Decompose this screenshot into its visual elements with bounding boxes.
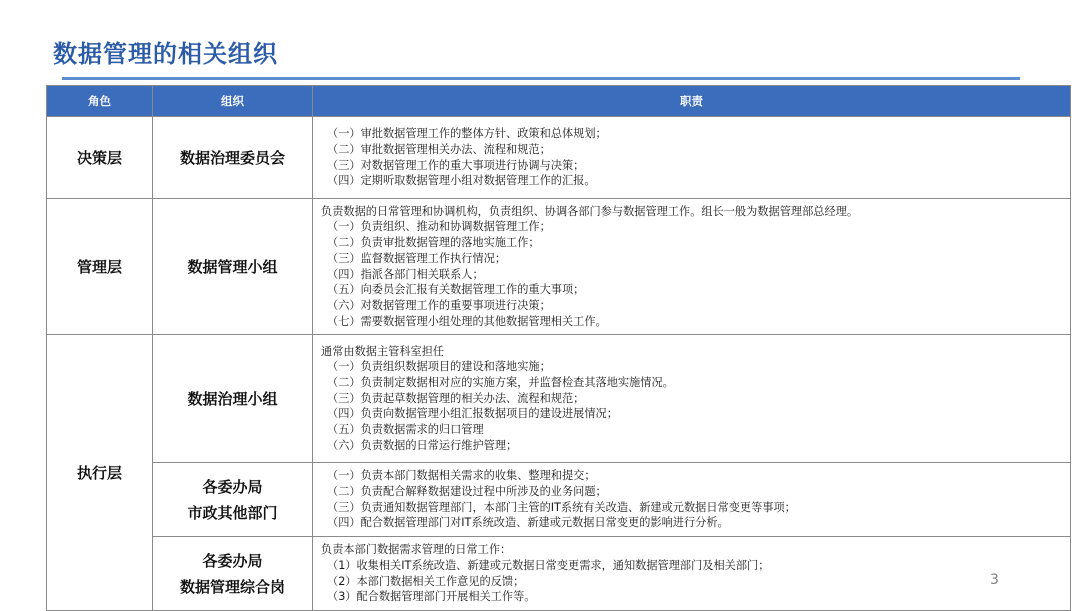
duty-cell-comprehensive-post [313,537,1071,611]
duty-intro: 负责本部门数据需求管理的日常工作： [321,543,512,557]
duty-item: （一）审批数据管理工作的整体方针、政策和总体规划； [327,127,607,141]
duty-cell-decision [313,117,1071,199]
organization-duty-table [46,85,1071,611]
duty-cell-municipal-departments [313,463,1071,537]
duty-item: （六）对数据管理工作的重要事项进行决策； [327,298,551,312]
table-row [47,463,1071,537]
duty-cell-governance-group [313,335,1071,463]
duty-item: （六）负责数据的日常运行维护管理； [327,438,518,452]
duty-item: （二）负责配合解释数据建设过程中所涉及的业务问题； [327,484,607,498]
header-org: 组织 [153,86,313,117]
duty-item: （七）需要数据管理小组处理的其他数据管理相关工作。 [327,314,607,328]
org-comprehensive-post [153,537,313,611]
duty-item: （四）指派各部门相关联系人； [327,267,484,281]
duty-item: （五）负责数据需求的归口管理 [327,423,484,437]
duty-item: （二）负责制定数据相对应的实施方案，并监督检查其落地实施情况。 [327,375,674,389]
role-execution: 执行层 [47,335,153,611]
table-row [47,537,1071,611]
duty-item: （一）负责组织、推动和协调数据管理工作； [327,220,551,234]
duty-item: （3）配合数据管理部门开展相关工作等。 [327,590,536,604]
duty-item: （三）负责通知数据管理部门，本部门主管的IT系统有关改造、新建或元数据日常变更等事项； [327,500,796,514]
table-row [47,117,1071,199]
duty-item: （二）负责审批数据管理的落地实施工作； [327,236,540,250]
header-duty: 职责 [313,86,1071,117]
org-municipal-departments [153,463,313,537]
org-line: 各委办局 [202,551,263,570]
slide-title: 数据管理的相关组织 [53,40,278,68]
org-data-management-group: 数据管理小组 [153,199,313,335]
org-line: 市政其他部门 [187,503,278,522]
duty-item: （2）本部门数据相关工作意见的反馈； [327,574,525,588]
duty-item: （四）负责向数据管理小组汇报数据项目的建设进展情况； [327,407,618,421]
duty-item: （三）监督数据管理工作执行情况； [327,251,507,265]
duty-item: （一）负责组织数据项目的建设和落地实施； [327,360,551,374]
duty-intro: 负责数据的日常管理和协调机构，负责组织、协调各部门参与数据管理工作。组长一般为数据管理部总经理。 [321,204,859,218]
duty-item: （一）负责本部门数据相关需求的收集、整理和提交； [327,469,596,483]
table-header-row [47,86,1071,117]
duty-cell-management [313,199,1071,335]
table-row [47,335,1071,463]
duty-item: （三）负责起草数据管理的相关办法、流程和规范； [327,391,585,405]
duty-intro: 通常由数据主管科室担任 [321,344,445,358]
role-management: 管理层 [47,199,153,335]
duty-item: （四）配合数据管理部门对IT系统改造、新建或元数据日常变更的影响进行分析。 [327,516,729,530]
org-data-governance-committee: 数据治理委员会 [153,117,313,199]
page-number: 3 [990,572,999,588]
table-row [47,199,1071,335]
title-underline [62,77,1020,80]
role-decision: 决策层 [47,117,153,199]
org-line: 数据管理综合岗 [179,577,285,596]
duty-item: （四）定期听取数据管理小组对数据管理工作的汇报。 [327,174,596,188]
duty-item: （二）审批数据管理相关办法、流程和规范； [327,142,551,156]
duty-item: （三）对数据管理工作的重大事项进行协调与决策； [327,158,585,172]
org-line: 各委办局 [202,477,263,496]
header-role: 角色 [47,86,153,117]
org-data-governance-group: 数据治理小组 [153,335,313,463]
duty-item: （五）向委员会汇报有关数据管理工作的重大事项； [327,283,585,297]
duty-item: （1）收集相关IT系统改造、新建或元数据日常变更需求，通知数据管理部门及相关部门； [327,558,770,572]
